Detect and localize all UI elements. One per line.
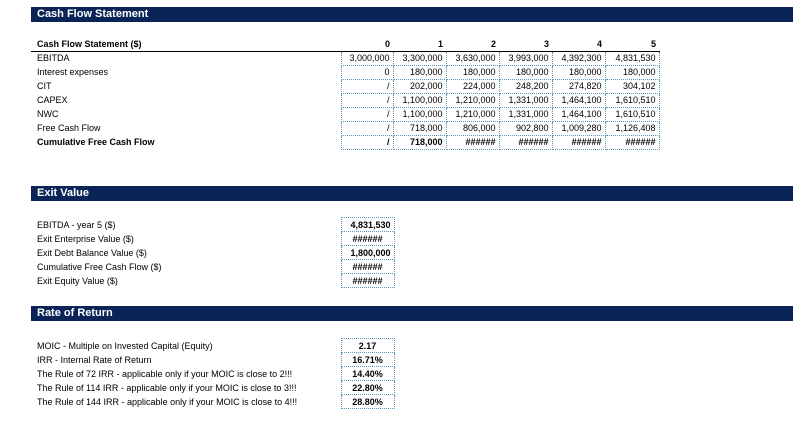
table-row — [31, 232, 394, 246]
cell[interactable]: 1,100,000 — [393, 107, 446, 121]
row-label: EBITDA - year 5 ($) — [37, 219, 116, 230]
table-row — [31, 367, 394, 381]
cell[interactable]: 1,126,408 — [605, 121, 659, 135]
exit-value-table — [31, 217, 395, 288]
row-label: Interest expenses — [37, 67, 109, 77]
cash-flow-section-header: Cash Flow Statement — [31, 7, 793, 22]
year-header: 0 — [341, 37, 393, 51]
row-label: NWC — [37, 109, 59, 119]
row-label: EBITDA — [37, 53, 70, 64]
table-row — [31, 65, 659, 79]
cell[interactable]: ###### — [499, 135, 552, 149]
row-label: MOIC - Multiple on Invested Capital (Equity) — [37, 340, 213, 351]
exit-value-section-header: Exit Value — [31, 186, 793, 201]
cell[interactable]: 2.17 — [341, 339, 394, 353]
cell[interactable]: 28.80% — [341, 395, 394, 409]
row-label: CIT — [37, 81, 52, 91]
rate-of-return-table — [31, 338, 395, 409]
cell[interactable]: ###### — [341, 274, 394, 288]
cell[interactable]: 304,102 — [605, 79, 659, 93]
row-label: IRR - Internal Rate of Return — [37, 354, 152, 365]
row-label: Exit Enterprise Value ($) — [37, 233, 134, 244]
table-row — [31, 339, 394, 353]
cell[interactable]: 3,993,000 — [499, 51, 552, 65]
cell[interactable]: 4,392,300 — [552, 51, 605, 65]
cell[interactable]: 1,100,000 — [393, 93, 446, 107]
year-header: 2 — [446, 37, 499, 51]
cell[interactable]: 1,610,510 — [605, 107, 659, 121]
cell[interactable]: 3,300,000 — [393, 51, 446, 65]
row-label: Exit Equity Value ($) — [37, 275, 118, 286]
cell[interactable]: 718,000 — [393, 135, 446, 149]
table-row — [31, 79, 659, 93]
cell[interactable]: 180,000 — [446, 65, 499, 79]
cell[interactable]: ###### — [552, 135, 605, 149]
cash-flow-header-label: Cash Flow Statement ($) — [31, 37, 341, 51]
cell[interactable]: ###### — [605, 135, 659, 149]
table-row — [31, 107, 659, 121]
cell[interactable]: 0 — [341, 65, 393, 79]
cell[interactable]: / — [341, 107, 393, 121]
cell[interactable]: 180,000 — [552, 65, 605, 79]
cell[interactable]: 14.40% — [341, 367, 394, 381]
cell[interactable]: ###### — [446, 135, 499, 149]
cell[interactable]: 4,831,530 — [605, 51, 659, 65]
cell[interactable]: 1,331,000 — [499, 107, 552, 121]
cell[interactable]: 1,009,280 — [552, 121, 605, 135]
row-label: Cumulative Free Cash Flow — [37, 137, 155, 147]
cash-flow-header-row — [31, 37, 659, 51]
year-header: 3 — [499, 37, 552, 51]
cell[interactable]: 16.71% — [341, 353, 394, 367]
cell[interactable]: 1,464,100 — [552, 93, 605, 107]
table-row — [31, 353, 394, 367]
cell[interactable]: 224,000 — [446, 79, 499, 93]
cell[interactable]: 1,800,000 — [341, 246, 394, 260]
table-row — [31, 260, 394, 274]
row-label: Exit Debt Balance Value ($) — [37, 247, 147, 258]
table-row — [31, 274, 394, 288]
cell[interactable]: 806,000 — [446, 121, 499, 135]
row-label: The Rule of 144 IRR - applicable only if your MOIC is close to 4!!! — [37, 396, 298, 407]
table-row — [31, 51, 659, 65]
table-row — [31, 218, 394, 232]
year-header: 4 — [552, 37, 605, 51]
cell[interactable]: 248,200 — [499, 79, 552, 93]
table-row — [31, 121, 659, 135]
cell[interactable]: 1,210,000 — [446, 107, 499, 121]
table-row — [31, 395, 394, 409]
rate-of-return-section-header: Rate of Return — [31, 306, 793, 321]
cell[interactable]: 180,000 — [605, 65, 659, 79]
row-label: Free Cash Flow — [37, 123, 101, 133]
row-label: The Rule of 72 IRR - applicable only if your MOIC is close to 2!!! — [37, 368, 293, 379]
cell[interactable]: ###### — [341, 260, 394, 274]
row-label: The Rule of 114 IRR - applicable only if your MOIC is close to 3!!! — [37, 382, 297, 393]
cell[interactable]: / — [341, 79, 393, 93]
year-header: 5 — [605, 37, 659, 51]
cell[interactable]: 3,630,000 — [446, 51, 499, 65]
cash-flow-table — [31, 37, 660, 150]
cell[interactable]: 718,000 — [393, 121, 446, 135]
cell[interactable]: 180,000 — [499, 65, 552, 79]
row-label: CAPEX — [37, 95, 68, 105]
table-row — [31, 93, 659, 107]
cell[interactable]: / — [341, 121, 393, 135]
cell[interactable]: 1,331,000 — [499, 93, 552, 107]
year-header: 1 — [393, 37, 446, 51]
cell[interactable]: 274,820 — [552, 79, 605, 93]
cell[interactable]: 202,000 — [393, 79, 446, 93]
cell[interactable]: 1,610,510 — [605, 93, 659, 107]
cell[interactable]: 22.80% — [341, 381, 394, 395]
cell[interactable]: 3,000,000 — [341, 51, 393, 65]
cell[interactable]: ###### — [341, 232, 394, 246]
table-row-total — [31, 135, 659, 149]
cell[interactable]: 1,210,000 — [446, 93, 499, 107]
table-row — [31, 381, 394, 395]
cell[interactable]: 1,464,100 — [552, 107, 605, 121]
cell[interactable]: / — [341, 135, 393, 149]
cell[interactable]: 902,800 — [499, 121, 552, 135]
cell[interactable]: / — [341, 93, 393, 107]
cell[interactable]: 180,000 — [393, 65, 446, 79]
cell[interactable]: 4,831,530 — [341, 218, 394, 232]
table-row — [31, 246, 394, 260]
row-label: Cumulative Free Cash Flow ($) — [37, 261, 162, 272]
